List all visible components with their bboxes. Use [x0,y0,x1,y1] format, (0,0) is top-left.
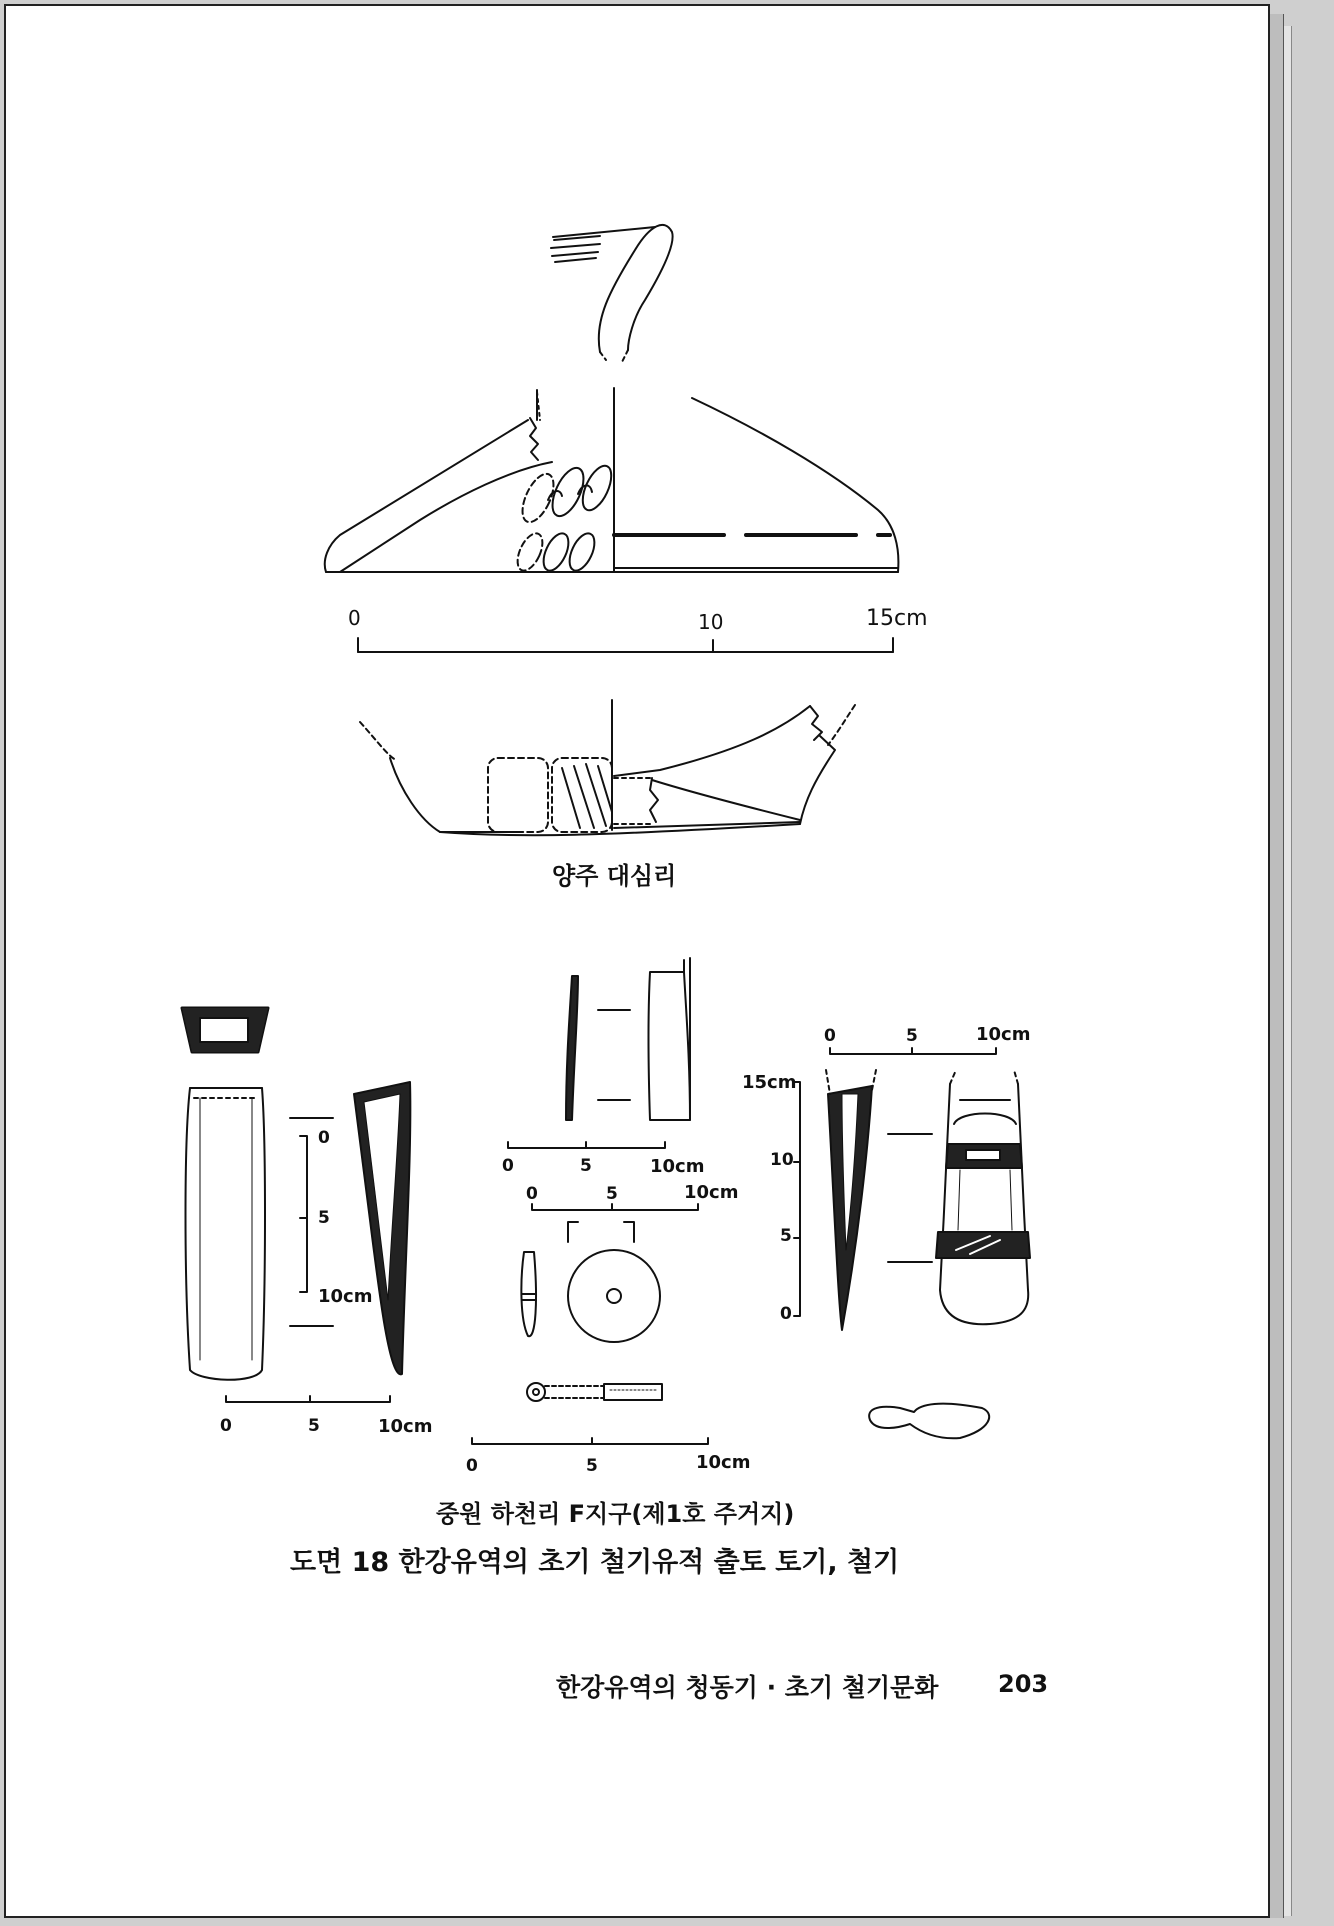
top-figure-caption: 양주 대심리 [552,862,677,890]
bottom-figure-caption: 중원 하천리 F지구(제1호 주거지) [436,1500,795,1528]
top-scale-label-15: 15cm [866,606,928,631]
figure-title: 도면 18 한강유역의 초기 철기유적 출토 토기, 철기 [290,1547,900,1578]
top-scale-bar [358,638,893,652]
scale-e-label-10: 10cm [976,1024,1031,1045]
iron-blade-drawing [508,958,690,1148]
scale-b-label-5: 5 [580,1156,592,1176]
scale-c-label-0: 0 [466,1456,478,1476]
scale-a-label-10: 10cm [378,1416,433,1437]
scale-c-label-5: 5 [586,1456,598,1476]
bowl-drawing [360,700,855,835]
scale-a-label-0: 0 [220,1416,232,1436]
scale-d-label-10: 10cm [684,1182,739,1203]
scale-b-label-0: 0 [502,1156,514,1176]
running-footer-text: 한강유역의 청동기 · 초기 철기문화 [556,1673,939,1702]
scale-a-vertical-label-10: 10cm [318,1286,373,1307]
spindle-whorl-drawing [472,1204,708,1444]
scale-e-vertical-label-10: 10 [770,1150,794,1170]
scale-a-vertical-label-0: 0 [318,1128,330,1148]
scale-d-label-5: 5 [606,1184,618,1204]
iron-axe-drawing [182,1008,410,1402]
scale-c-label-10: 10cm [696,1452,751,1473]
top-scale-label-0: 0 [348,606,361,630]
scale-e-vertical-label-15: 15cm [742,1072,797,1093]
scale-a-label-5: 5 [308,1416,320,1436]
scale-e-vertical-label-5: 5 [780,1226,792,1246]
page-number: 203 [998,1670,1049,1698]
vessel-lid-drawing [325,225,899,574]
scale-a-vertical-label-5: 5 [318,1208,330,1228]
iron-socket-drawing [794,1048,1030,1438]
scale-b-label-10: 10cm [650,1156,705,1177]
scale-d-label-0: 0 [526,1184,538,1204]
top-scale-label-10: 10 [698,610,724,634]
scale-e-label-0: 0 [824,1026,836,1046]
scale-e-label-5: 5 [906,1026,918,1046]
scale-e-vertical-label-0: 0 [780,1304,792,1324]
